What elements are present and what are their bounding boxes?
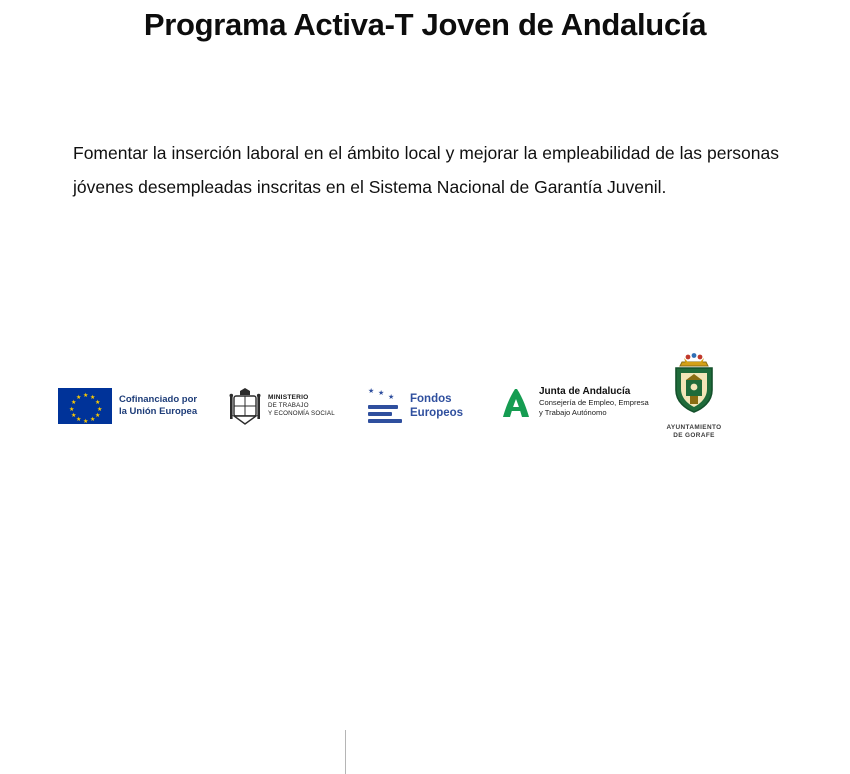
junta-line3: y Trabajo Autónomo	[539, 408, 607, 418]
fondos-europeos-icon: ★ ★ ★	[362, 388, 404, 424]
junta-de-andalucia-icon	[500, 386, 532, 420]
junta-logo-text	[539, 387, 649, 419]
fondos-line1: Fondos	[410, 393, 452, 405]
junta-line2: Consejería de Empleo, Empresa	[539, 397, 649, 407]
ministerio-logo-text	[268, 394, 335, 418]
logo-european-union	[58, 388, 197, 424]
eu-logo-text	[119, 394, 197, 418]
logo-strip	[0, 350, 850, 450]
body-paragraph: Fomentar la inserción laboral en el ámbito local y mejorar la empleabilidad de las personas jóvenes desempleadas inscritas en el Sistema Nacional de Garantía Juvenil.	[73, 143, 779, 197]
spain-coat-of-arms-icon	[228, 386, 262, 426]
page-title: Programa Activa-T Joven de Andalucía	[143, 7, 707, 42]
ayuntamiento-logo-text	[662, 424, 726, 440]
ayuntamiento-gorafe-crest-icon	[662, 352, 726, 422]
ministerio-line1: MINISTERIO	[268, 394, 309, 401]
fondos-logo-text	[410, 392, 463, 420]
logo-ayuntamiento-gorafe	[662, 352, 726, 440]
ministerio-line3: Y ECONOMÍA SOCIAL	[268, 410, 335, 417]
eu-flag-icon: ★ ★ ★ ★ ★ ★ ★ ★ ★ ★ ★ ★	[58, 388, 112, 424]
ayuntamiento-line1: AYUNTAMIENTO	[666, 424, 722, 431]
ayuntamiento-line2: DE GORAFE	[673, 432, 715, 439]
eu-logo-line1: Cofinanciado por	[119, 394, 198, 405]
logo-junta-andalucia	[500, 386, 649, 420]
ministerio-line2: DE TRABAJO	[268, 402, 309, 409]
fondos-line2: Europeos	[410, 407, 464, 419]
eu-logo-line2: la Unión Europea	[119, 406, 198, 417]
logo-divider	[345, 730, 346, 774]
logo-fondos-europeos	[362, 388, 463, 424]
logo-ministerio-trabajo	[228, 386, 335, 426]
junta-line1: Junta de Andalucía	[539, 386, 631, 398]
